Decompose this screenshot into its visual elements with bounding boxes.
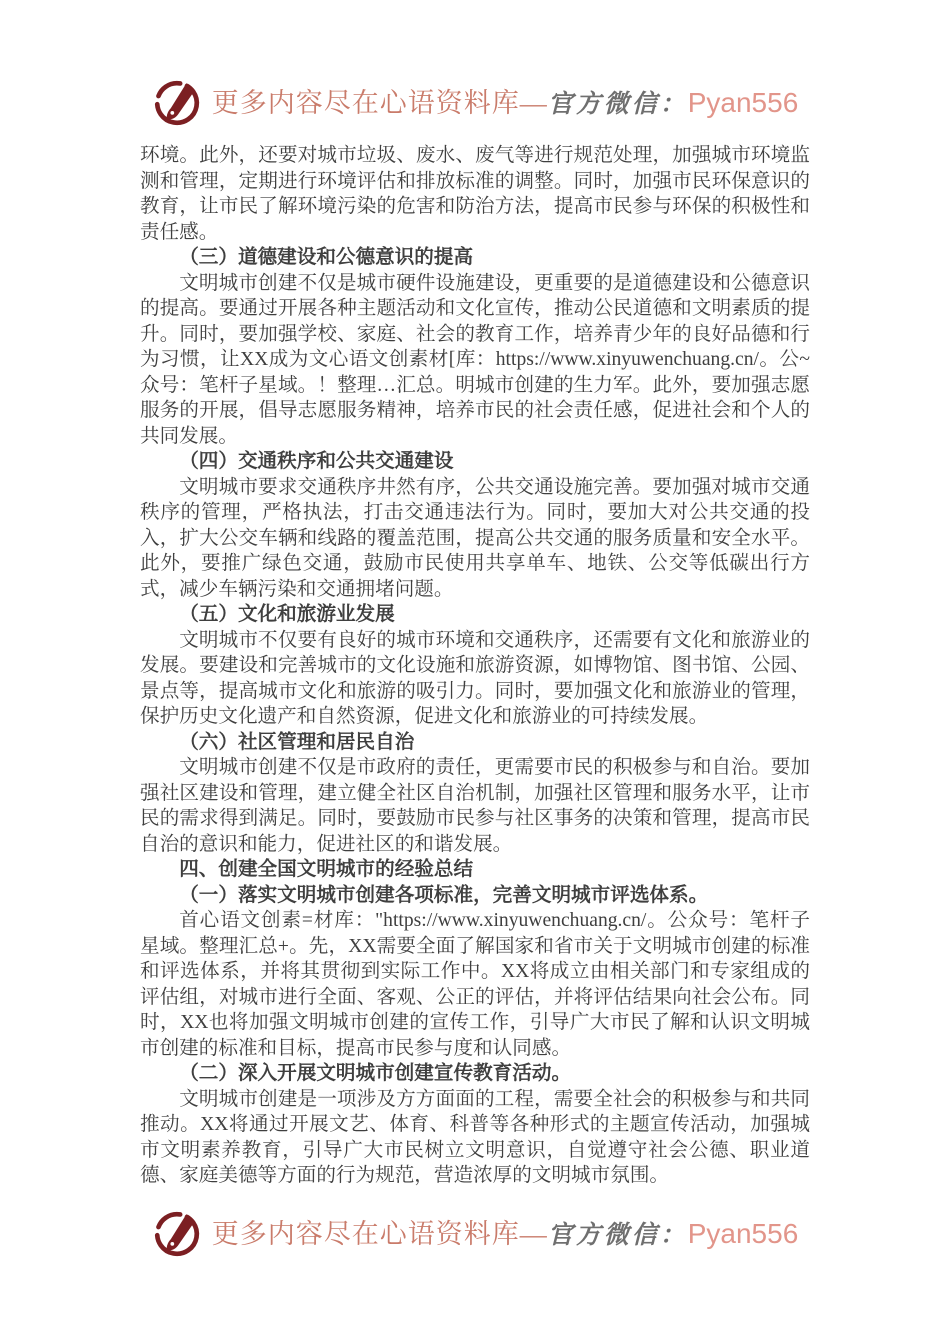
section-heading: （六）社区管理和居民自治 [179, 731, 415, 753]
paragraph: 首心语文创素=材库："https://www.xinyuwenchuang.cn/。公众号：笔杆子星域。整理汇总+。先，XX需要全面了解国家和省市关于文明城市创建的标准和评选体系，并将其贯彻到实际工作中。XX将成立由相关部门和专家组成的评估组，对城市进行全面、客观、公正的评估，并将评估结果向社会公布。同时，XX也将加强文明城市创建的宣传工作，引导广大市民了解和认识文明城市创建的标准和目标，提高市民参与度和认同感。 [140, 910, 810, 1059]
section-heading: （五）文化和旅游业发展 [179, 604, 395, 625]
section-heading: （二）深入开展文明城市创建宣传教育活动。 [179, 1063, 572, 1084]
paragraph: 文明城市要求交通秩序井然有序，公共交通设施完善。要加强对城市交通秩序的管理，严格执法，打击交通违法行为。同时，要加大对公共交通的投入，扩大公交车辆和线路的覆盖范围，提高公共交通的服务质量和安全水平。此外，要推广绿色交通，鼓励市民使用共享单车、地铁、公交等低碳出行方式，减少车辆污染和交通拥堵问题。 [140, 476, 810, 600]
paragraph: 文明城市创建不仅是市政府的责任，更需要市民的积极参与和自治。要加强社区建设和管理，建立健全社区自治机制，加强社区管理和服务水平，让市民的需求得到满足。同时，要鼓励市民参与社区事务的决策和管理，提高市民自治的意识和能力，促进社区的和谐发展。 [140, 757, 810, 855]
watermark-header [0, 0, 950, 128]
document-body [140, 143, 810, 1189]
watermark-wechat-id: Pyan556 [687, 87, 799, 118]
paragraph: 环境。此外，还要对城市垃圾、废水、废气等进行规范处理，加强城市环境监测和管理，定期进行环境评估和排放标准的调整。同时，加强市民环保意识的教育，让市民了解环境污染的危害和防治方法，提高市民参与环保的积极性和责任感。 [140, 145, 810, 243]
pen-nib-logo-icon [152, 78, 202, 128]
watermark-brand-text: 更多内容尽在心语资料库— [211, 1218, 548, 1249]
watermark-footer [0, 1209, 950, 1259]
section-heading: （四）交通秩序和公共交通建设 [179, 451, 454, 472]
paragraph: 文明城市不仅要有良好的城市环境和交通秩序，还需要有文化和旅游业的发展。要建设和完善城市的文化设施和旅游资源，如博物馆、图书馆、公园、景点等，提高城市文化和旅游的吸引力。同时，要加强文化和旅游业的管理，保护历史文化遗产和自然资源，促进文化和旅游业的可持续发展。 [140, 629, 810, 727]
watermark-wechat-label: 官方微信： [547, 1221, 688, 1249]
watermark-brand-text: 更多内容尽在心语资料库— [211, 88, 548, 118]
watermark-wechat-id: Pyan556 [687, 1217, 799, 1249]
paragraph: 文明城市创建是一项涉及方方面面的工程，需要全社会的积极参与和共同推动。XX将通过开展文艺、体育、科普等各种形式的主题宣传活动，加强城市文明素养教育，引导广大市民树立文明意识，自觉遵守社会公德、职业道德、家庭美德等方面的行为规范，营造浓厚的文明城市氛围。 [140, 1088, 810, 1186]
watermark-wechat-label: 官方微信： [547, 91, 688, 118]
pen-nib-logo-icon [152, 1209, 202, 1259]
section-heading: （一）落实文明城市创建各项标准，完善文明城市评选体系。 [179, 884, 709, 906]
paragraph: 文明城市创建不仅是城市硬件设施建设，更重要的是道德建设和公德意识的提高。要通过开展各种主题活动和文化宣传，推动公民道德和文明素质的提升。同时，要加强学校、家庭、社会的教育工作，培养青少年的良好品德和行为习惯，让XX成为文心语文创素材[库：https://www.xinyuwenchuang.cn/。公~众号：笔杆子星域。！整理…汇总。明城市创建的生力军。此外，要加强志愿服务的开展，倡导志愿服务精神，培养市民的社会责任感，促进社会和个人的共同发展。 [140, 272, 810, 447]
section-heading: 四、创建全国文明城市的经验总结 [179, 859, 474, 880]
section-heading: （三）道德建设和公德意识的提高 [179, 247, 474, 268]
